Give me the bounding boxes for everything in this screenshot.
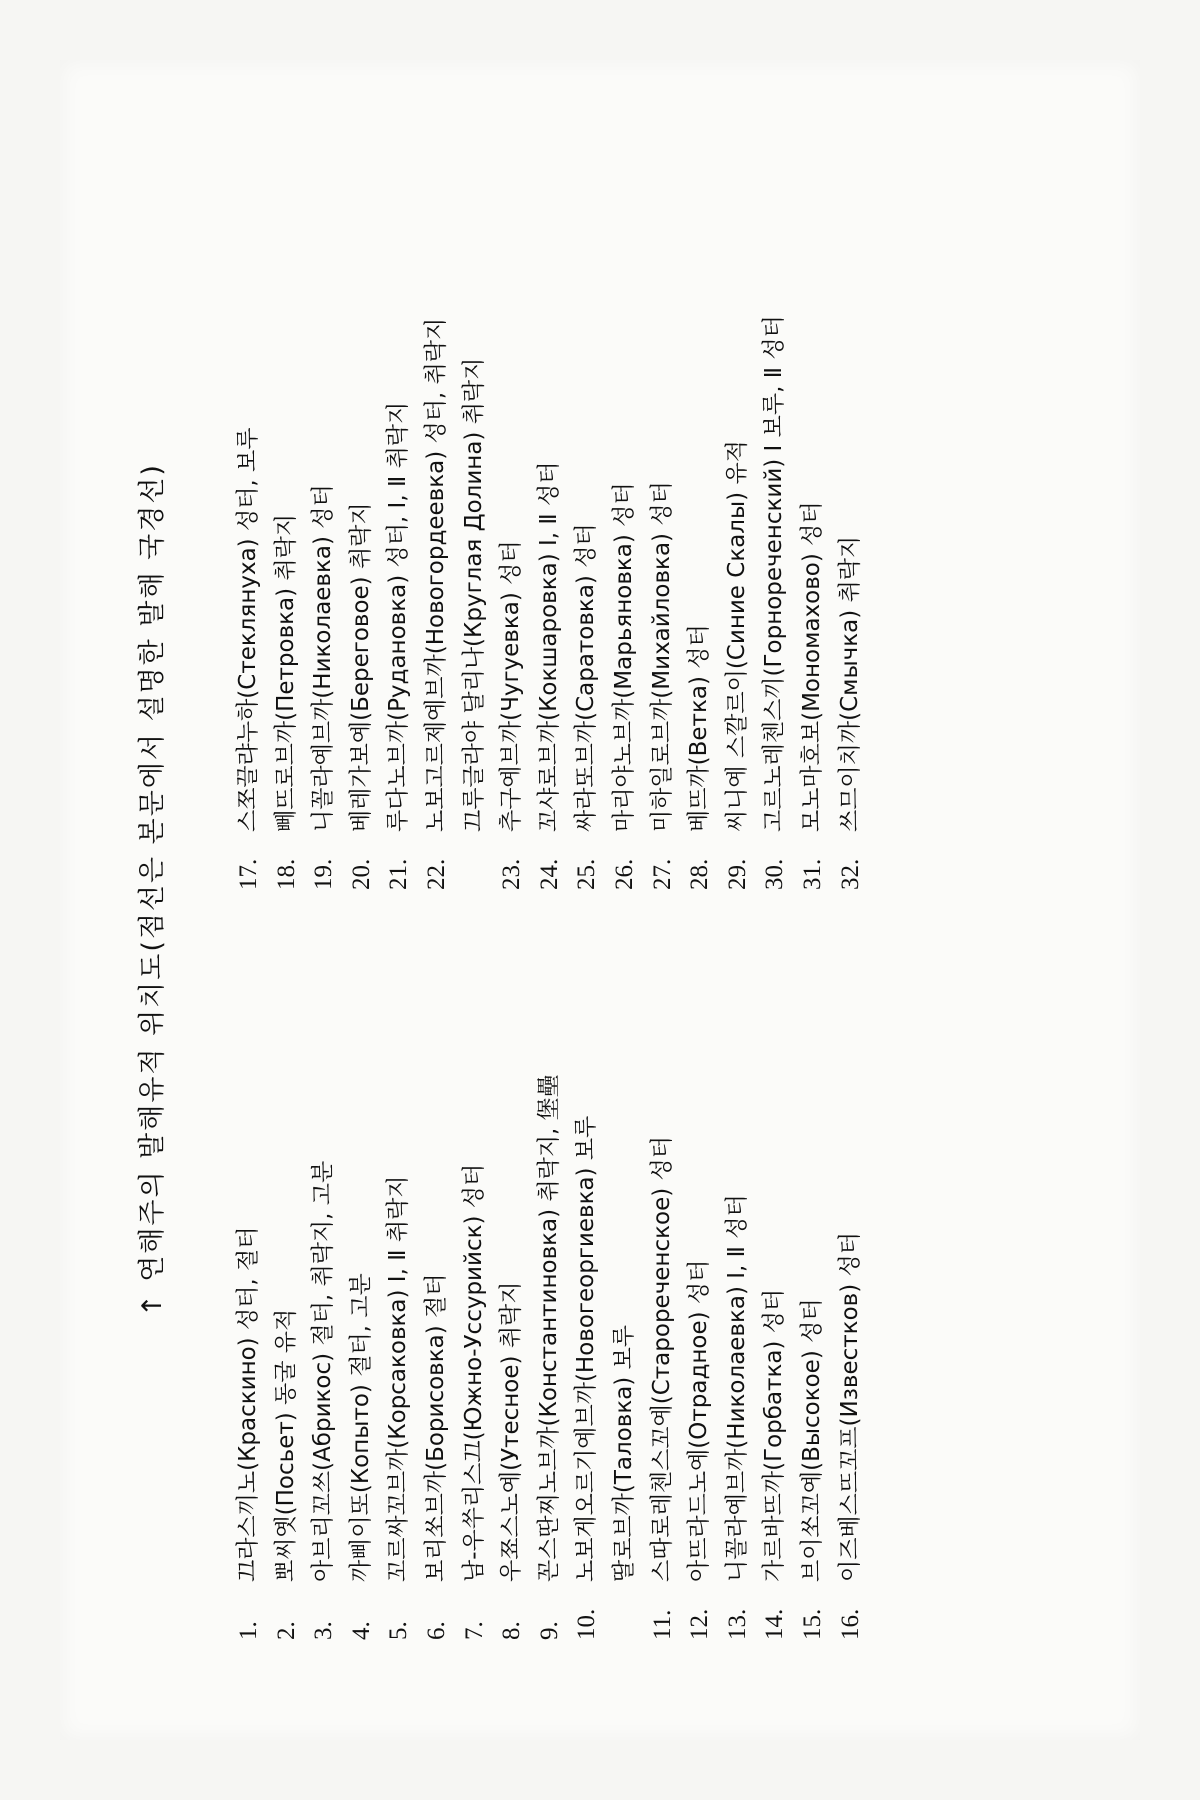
site-list-item <box>268 130 306 890</box>
site-list-item <box>305 940 343 1640</box>
site-list-left <box>230 940 869 1640</box>
site-number: 9. <box>535 1621 563 1640</box>
site-name: 노보게오르기예브까(Новогеоргиевка) 보루 <box>573 1115 600 1582</box>
site-list-item <box>568 130 606 890</box>
site-name: 이즈베스뜨꼬프(Известков) 성터 <box>836 1232 863 1582</box>
site-list-item <box>606 940 644 1640</box>
site-number: 3. <box>310 1621 338 1640</box>
site-number: 27. <box>648 858 676 890</box>
site-number: 20. <box>347 858 375 890</box>
site-list-item <box>418 940 456 1640</box>
site-list-item <box>380 130 418 890</box>
site-list-item <box>719 130 757 890</box>
site-name: 뻬뜨로브까(Петровка) 취락지 <box>272 513 299 832</box>
site-number: 23. <box>498 858 526 890</box>
site-list-right <box>230 130 869 890</box>
site-list-item <box>794 130 832 890</box>
site-number: 7. <box>460 1621 488 1640</box>
site-name: 끄루글라야 달리나(Круглая Долина) 취락지 <box>460 357 487 832</box>
site-list-item <box>606 130 644 890</box>
site-name: 남-우쑤리스끄(Южно-Уссурийск) 성터 <box>460 1163 487 1582</box>
site-name: 베뜨까(Ветка) 성터 <box>686 624 713 832</box>
site-name: 까삐이또(Копыто) 절터, 고분 <box>347 1273 374 1582</box>
site-name: 브이쏘꼬예(Высокое) 성터 <box>798 1298 825 1582</box>
site-name: 보리쏘브까(Борисовка) 절터 <box>422 1273 449 1582</box>
site-list-item <box>418 130 456 890</box>
site-name: 가르바뜨까(Горбатка) 성터 <box>761 1288 788 1582</box>
site-name: 아뜨라드노예(Отрадное) 성터 <box>686 1259 713 1582</box>
site-list-item <box>644 940 682 1640</box>
site-number: 32. <box>836 858 864 890</box>
site-name: 꼬르싸꼬브까(Корсаковка) Ⅰ, Ⅱ 취락지 <box>385 1175 412 1582</box>
site-number: 11. <box>648 1609 676 1640</box>
site-list-item <box>456 130 494 890</box>
site-number: 5. <box>385 1621 413 1640</box>
site-number: 31. <box>798 858 826 890</box>
site-name: 스따로레첸스꼬예(Старореченское) 성터 <box>648 1136 675 1582</box>
site-list-item <box>756 130 794 890</box>
site-number: 17. <box>235 858 262 890</box>
site-name: 미하일로브까(Михайловка) 성터 <box>648 481 675 832</box>
site-list-item <box>493 940 531 1640</box>
site-name: 씨니예 스깔르이(Синие Скалы) 유적 <box>723 440 750 832</box>
site-number: 29. <box>723 858 751 890</box>
site-name: 쓰므이치까(Смычка) 취락지 <box>836 535 863 832</box>
site-number: 18. <box>272 858 300 890</box>
site-name: 니꼴라예브까(Николаевка) Ⅰ, Ⅱ 성터 <box>723 1194 750 1582</box>
site-name: 꼰스딴찌노브까(Константиновка) 취락지, 堡壘 <box>535 1074 562 1582</box>
site-name: 뽀씨옛(Посьет) 동굴 유적 <box>272 1308 299 1582</box>
site-list-item <box>832 940 870 1640</box>
site-list-item <box>531 940 569 1640</box>
site-list-item <box>681 940 719 1640</box>
site-list-item <box>681 130 719 890</box>
rotated-page-content <box>130 120 990 1660</box>
site-name: 딸로브까(Таловка) 보루 <box>610 1324 637 1582</box>
site-list-item <box>644 130 682 890</box>
site-name: 우쬬스노예(Утесное) 취락지 <box>498 1281 525 1582</box>
site-name: 니꼴라예브까(Николаевка) 성터 <box>310 484 337 832</box>
site-number: 22. <box>422 858 450 890</box>
site-number: 26. <box>610 858 638 890</box>
site-list-item <box>343 940 381 1640</box>
site-number: 1. <box>235 1621 262 1640</box>
site-list-item <box>493 130 531 890</box>
site-name: 베레가보예(Береговое) 취락지 <box>347 502 374 832</box>
site-number: 24. <box>535 858 563 890</box>
site-name: 노보고르제예브까(Новогордеевка) 성터, 취락지 <box>422 317 449 832</box>
site-name: 추구예브까(Чугуевка) 성터 <box>498 540 525 832</box>
map-caption: ↑ 연해주의 발해유적 위치도(점선은 본문에서 설명한 발해 국경선) <box>137 463 168 1317</box>
site-number: 10. <box>573 1608 601 1640</box>
site-list-item <box>380 940 418 1640</box>
site-list-item <box>832 130 870 890</box>
site-list-item <box>719 940 757 1640</box>
site-name: 마리야노브까(Марьяновка) 성터 <box>610 482 637 832</box>
site-name: 끄라스끼노(Краскино) 성터, 절터 <box>235 1226 261 1582</box>
site-name: 꼬샤로브까(Кокшаровка) Ⅰ, Ⅱ 성터 <box>535 461 562 832</box>
site-number: 12. <box>686 1608 714 1640</box>
site-number: 8. <box>498 1621 526 1640</box>
site-list-item <box>230 940 268 1640</box>
site-number: 6. <box>422 1621 450 1640</box>
site-list-item <box>756 940 794 1640</box>
site-list-item <box>268 940 306 1640</box>
site-name: 루다노브까(Рудановка) 성터, Ⅰ, Ⅱ 취락지 <box>385 401 412 832</box>
site-name: 모노마호보(Мономахово) 성터 <box>798 501 825 832</box>
site-list-item <box>230 130 268 890</box>
site-name: 싸라또브까(Саратовка) 성터 <box>573 523 600 832</box>
site-name: 아브리꼬쓰(Абрикос) 절터, 취락지, 고분 <box>310 1160 337 1582</box>
site-number: 21. <box>385 858 413 890</box>
site-number: 25. <box>573 858 601 890</box>
site-number: 13. <box>723 1608 751 1640</box>
site-list-item <box>456 940 494 1640</box>
site-name: 스쪼끌랴누하(Стеклянуха) 성터, 보루 <box>235 427 261 832</box>
site-list-item <box>305 130 343 890</box>
site-number: 16. <box>836 1608 864 1640</box>
site-number: 28. <box>686 858 714 890</box>
site-list-item <box>568 940 606 1640</box>
site-name: 고르노레첸스끼(Горнореченский) Ⅰ 보루, Ⅱ 성터 <box>761 315 788 832</box>
site-number: 2. <box>272 1621 300 1640</box>
site-list-item <box>794 940 832 1640</box>
site-number: 4. <box>347 1621 375 1640</box>
site-number: 15. <box>798 1608 826 1640</box>
site-number: 14. <box>761 1608 789 1640</box>
site-list-item <box>531 130 569 890</box>
site-list-item <box>343 130 381 890</box>
site-number: 19. <box>310 858 338 890</box>
site-number: 30. <box>761 858 789 890</box>
